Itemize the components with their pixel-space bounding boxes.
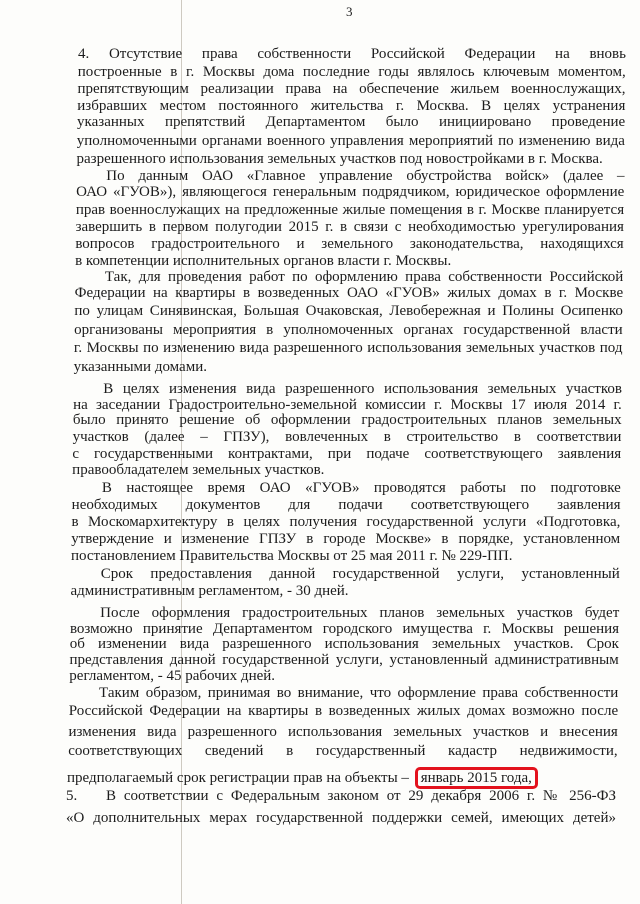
text-line: постановлением Правительства Москвы от 25 мая 2011 г. № 229-ПП. (70, 548, 513, 564)
item-number: 5. (66, 788, 78, 804)
deadline-prefix: предполагаемый срок регистрации прав на объекты – (67, 770, 409, 786)
text-line: было принято решение об оформлении градостроительных планов земельных (72, 412, 622, 428)
text-line: Российской Федерации на квартиры в возведенных жилых домах возможно после (68, 703, 619, 719)
text-line: После оформления градостроительных планов земельных участков будет (100, 605, 620, 621)
text-line: указанными домами. (73, 359, 207, 375)
text-line: г. Москвы по изменению вида разрешенного использования земельных участков под (73, 340, 623, 356)
text-line: Федерации на квартиры в возведенных ОАО «ГУОВ» жилых домах в г. Москве (74, 285, 624, 301)
page-number: 3 (346, 4, 353, 19)
text-line: прав военнослужащих на предложенные жилые помещения в г. Москве планируется (75, 202, 625, 218)
text-line: в компетенции исполнительных органов власти г. Москвы. (75, 253, 452, 269)
deadline-line (67, 770, 538, 787)
text-line: ОАО «ГУОВ»), являющегося генеральным подрядчиком, юридическое оформление (76, 184, 625, 200)
text-line: В целях изменения вида разрешенного использования земельных участков (103, 381, 622, 397)
text-line: возможно принятие Департаментом городского имущества г. Москвы решения (69, 621, 620, 637)
text-line: Таким образом, принимая во внимание, что оформление права собственности (99, 685, 619, 701)
text-line: По данным ОАО «Главное управление обустройства войск» (далее – (106, 168, 625, 184)
text-line: участков (далее – ГПЗУ), вовлеченных в строительство в соответствии (72, 429, 622, 445)
text-line: указанных препятствий Департаментом было инициировано проведение (77, 114, 626, 130)
text-line: с государственными контрактами, при подаче соответствующего заявления (72, 446, 622, 462)
text-line: утверждение и изменение ГПЗУ в городе Москве» в порядке, установленном (71, 531, 621, 547)
text-line: регламентом, - 45 рабочих дней. (69, 668, 276, 684)
text-line: препятствующим реализации права на обеспечение жильем военнослужащих, (77, 81, 626, 97)
text-line: представления данной государственной услуги, установленный административным (69, 652, 619, 668)
text-line: в Москомархитектуру в целях получения государственной услуги «Подготовка, (71, 514, 621, 530)
text-line: организованы мероприятия в уполномоченных органах государственной власти (74, 322, 623, 338)
text-line: изменения вида разрешенного использования земельных участков и внесения (68, 724, 618, 740)
text-line: В соответствии с Федеральным законом от 29 декабря 2006 г. № 256-ФЗ (106, 788, 616, 804)
text-line: на заседании Градостроительно-земельной комиссии г. Москвы 17 июля 2014 г. (73, 397, 622, 413)
text-line: соответствующих сведений в государственный кадастр недвижимости, (68, 743, 618, 759)
text-line: разрешенного использования земельных участков под новостройками в г. Москва. (76, 151, 603, 167)
highlighted-deadline: январь 2015 года, (415, 767, 538, 789)
text-line: построенные в г. Москвы дома последние годы являлось ключевым моментом, (77, 64, 626, 80)
text-line: правообладателем земельных участков. (72, 462, 325, 478)
text-line: Срок предоставления данной государственной услуги, установленный (100, 566, 620, 582)
text-line: избравших местом постоянного жительства г. Москва. В целях устранения (77, 98, 626, 114)
text-line: Так, для проведения работ по оформлению права собственности Российской (104, 269, 624, 285)
text-line: 4. Отсутствие права собственности Российской Федерации на вновь (78, 46, 626, 62)
text-line: уполномоченными органами военного управления мероприятий по изменению вида (76, 133, 625, 149)
text-line: необходимых документов для подачи соответствующего заявления (71, 497, 621, 513)
text-line: по улицам Синявинская, Большая Очаковская, Левобережная и Полины Осипенко (74, 303, 623, 319)
text-line: вопросов градостроительного и земельного законодательства, находящихся (75, 236, 624, 252)
text-line: «О дополнительных мерах государственной поддержки семей, имеющих детей» (66, 810, 616, 826)
text-line: В настоящее время ОАО «ГУОВ» проводятся работы по подготовке (101, 480, 621, 496)
text-line: административным регламентом, - 30 дней. (70, 583, 349, 599)
text-line: завершить в первом полугодии 2015 г. в связи с необходимостью урегулирования (75, 219, 624, 235)
text-line: об изменении вида разрешенного использования земельных участков. Срок (69, 636, 619, 652)
